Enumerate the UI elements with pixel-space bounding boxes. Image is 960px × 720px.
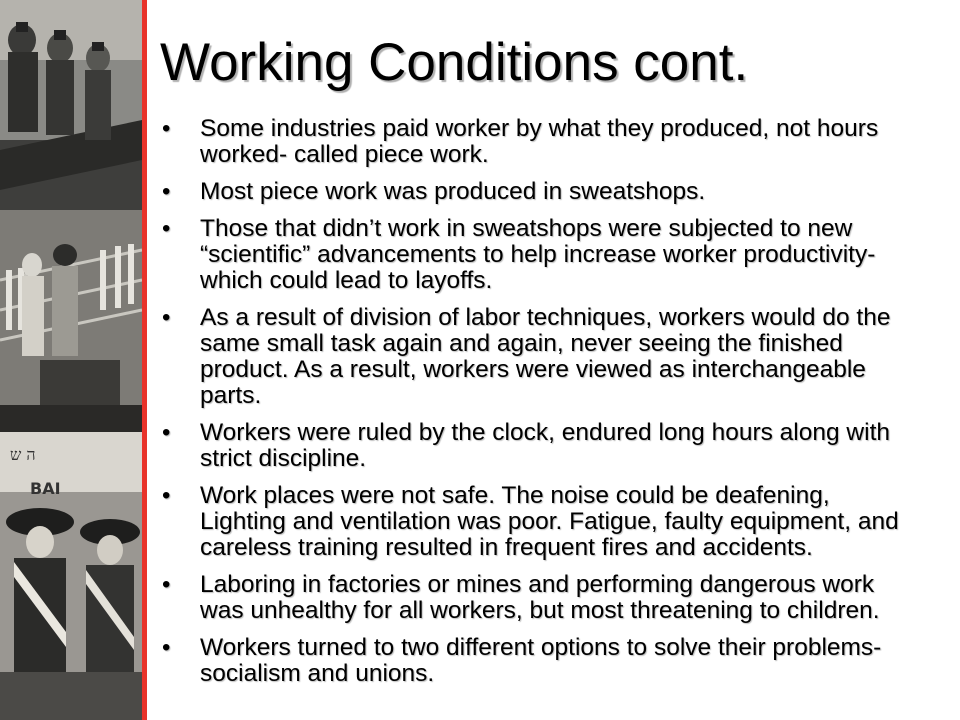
bullet-text: Most piece work was produced in sweatshops.: [200, 178, 706, 205]
bullet-text: Workers were ruled by the clock, endured long hours along with strict discipline.: [200, 419, 890, 472]
bullet-list: [160, 116, 920, 698]
bullet-text: Some industries paid worker by what they produced, not hours worked- called piece work.: [200, 115, 879, 168]
photo-child-mill-workers: [0, 210, 142, 432]
bullet-text: Workers turned to two different options to solve their problems- socialism and unions.: [200, 634, 882, 687]
photo-women-strikers: [0, 432, 142, 720]
bullet-icon: •: [162, 571, 171, 598]
bullet-text: As a result of division of labor techniques, workers would do the same small task again and again, never seeing the finished product. As a result, workers were viewed as interchangeable parts.: [200, 304, 891, 409]
list-item: [160, 483, 920, 561]
bullet-icon: •: [162, 115, 171, 142]
bullet-icon: •: [162, 304, 171, 331]
bullet-text: Those that didn’t work in sweatshops were subjected to new “scientific” advancements to help increase worker productivity- which could lead to layoffs.: [200, 215, 876, 294]
svg-text:ה ש: ה ש: [10, 445, 36, 464]
list-item: [160, 572, 920, 624]
bullet-text: Laboring in factories or mines and performing dangerous work was unhealthy for all workers, but most threatening to children.: [200, 571, 880, 624]
photo-child-miners: [0, 0, 142, 210]
bullet-icon: •: [162, 178, 171, 205]
svg-text:BAI: BAI: [30, 479, 61, 498]
list-item: [160, 216, 920, 294]
list-item: [160, 420, 920, 472]
photo-strip: [0, 0, 142, 720]
bullet-icon: •: [162, 215, 171, 242]
bullet-text: Work places were not safe. The noise could be deafening, Lighting and ventilation was poor. Fatigue, faulty equipment, and careless training resulted in frequent fires and accidents.: [200, 482, 899, 561]
bullet-icon: •: [162, 482, 171, 509]
list-item: [160, 305, 920, 409]
bullet-icon: •: [162, 634, 171, 661]
bullet-icon: •: [162, 419, 171, 446]
list-item: [160, 116, 920, 168]
list-item: [160, 179, 920, 205]
slide-title: Working Conditions cont.: [160, 33, 749, 92]
list-item: [160, 635, 920, 687]
accent-divider: [142, 0, 147, 720]
